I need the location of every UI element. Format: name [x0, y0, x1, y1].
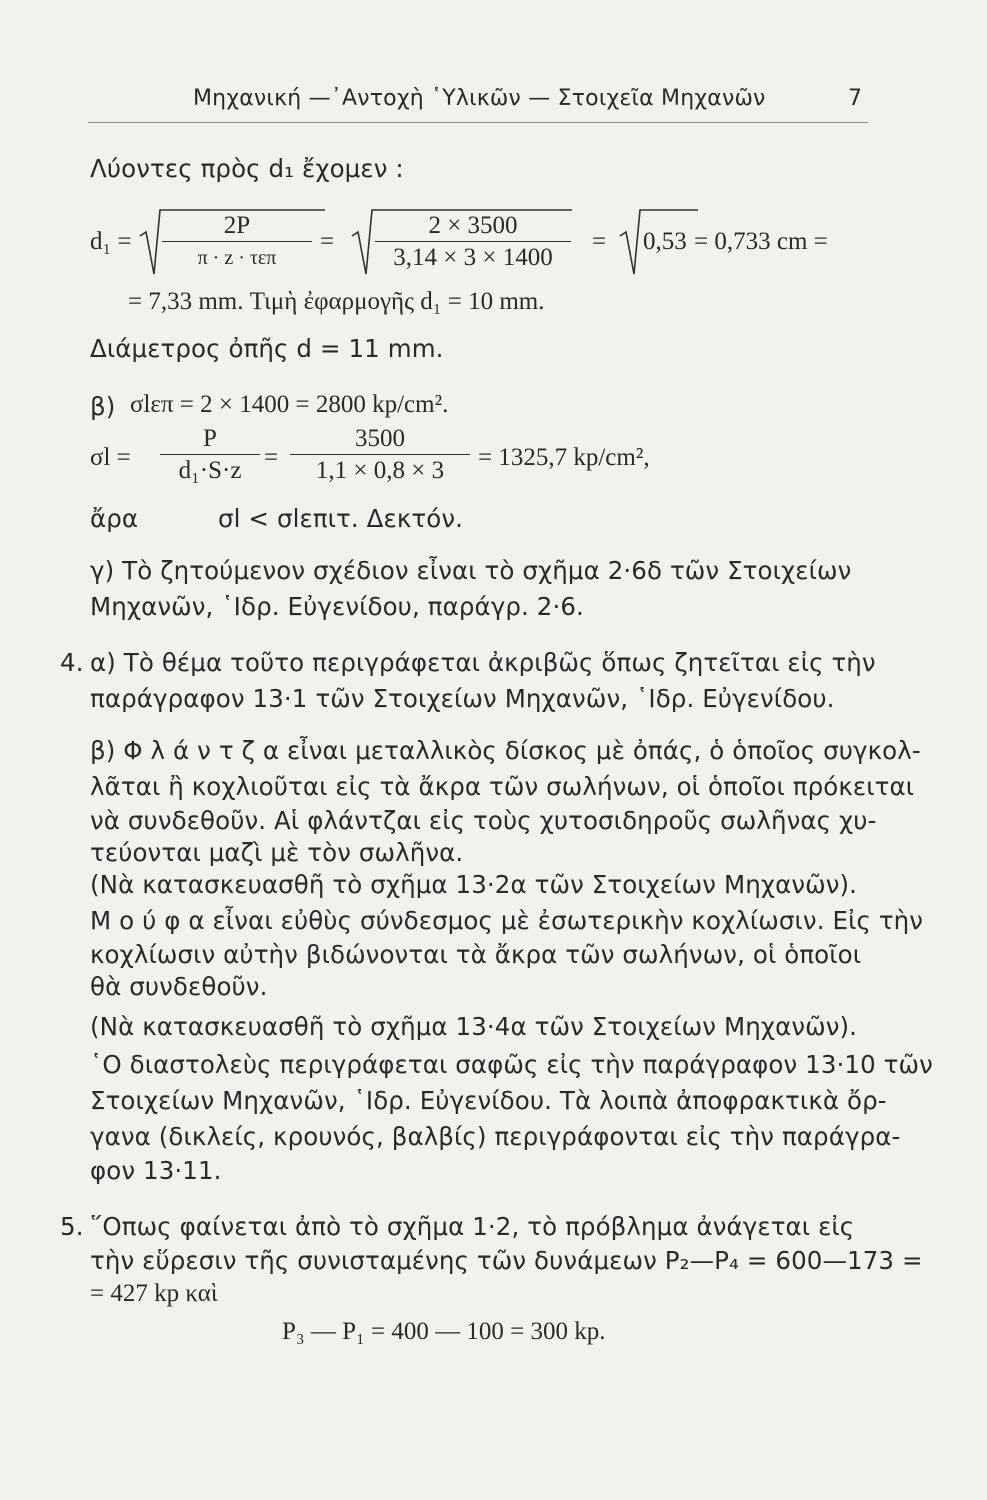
beta-label: β)	[90, 392, 116, 421]
sqrt-value: 0,53	[643, 228, 687, 255]
fraction-numerator: 3500	[355, 425, 405, 452]
equals-sign: =	[592, 228, 607, 255]
stress-result: = 1325,7 kp/cm²,	[478, 444, 650, 471]
expansion-line-3: γανα (δικλείς, κρουνός, βαλβίς) περιγράφονται εἰς τὴν παράγρα-	[90, 1122, 901, 1151]
fraction-numerator: 2P	[223, 212, 251, 239]
fraction-numeric	[375, 212, 571, 272]
item-4-alpha-line-1: α) Τὸ θέμα τοῦτο περιγράφεται ἀκριβῶς ὅπως ζητεῖται εἰς τὴν	[90, 648, 876, 677]
header-rule	[88, 122, 868, 123]
flange-line-1: β) Φ λ ά ν τ ζ α εἶναι μεταλλικὸς δίσκος μὲ ὀπάς, ὁ ὁποῖος συγκολ-	[90, 736, 921, 765]
d1-result-cm: = 0,733 cm =	[694, 228, 828, 255]
flange-line-2: λᾶται ἢ κοχλιοῦται εἰς τὰ ἄκρα τῶν σωλήνων, οἱ ὁποῖοι πρόκειται	[90, 772, 915, 801]
gamma-line-1: γ) Τὸ ζητούμενον σχέδιον εἶναι τὸ σχῆμα 2·6δ τῶν Στοιχείων	[90, 556, 852, 585]
fraction-bar	[375, 241, 571, 242]
item-5-line-2: τὴν εὕρεσιν τῆς συνισταμένης τῶν δυνάμεων P₂—P₄ = 600—173 =	[90, 1246, 923, 1275]
gamma-line-2: Μηχανῶν, ῾Ιδρ. Εὐγενίδου, παράγρ. 2·6.	[90, 592, 584, 621]
fraction-denominator: 1,1 × 0,8 × 3	[315, 457, 445, 485]
item-4-alpha-line-2: παράγραφον 13·1 τῶν Στοιχείων Μηχανῶν, ῾Ιδρ. Εὐγενίδου.	[90, 684, 835, 713]
fraction-stress-symbolic	[160, 425, 260, 485]
solving-intro: Λύοντες πρὸς d₁ ἔχομεν :	[90, 154, 404, 183]
expansion-line-1: ῾Ο διαστολεὺς περιγράφεται σαφῶς εἰς τὴν παράγραφον 13·10 τῶν	[90, 1050, 933, 1079]
flange-line-4: τεύονται μαζὶ μὲ τὸν σωλῆνα.	[90, 838, 464, 867]
page-number: 7	[848, 86, 863, 111]
fraction-2P	[162, 212, 312, 272]
moufa-line-3: θὰ συνδεθοῦν.	[90, 972, 268, 1001]
expansion-line-2: Στοιχείων Μηχανῶν, ῾Ιδρ. Εὐγενίδου. Τὰ λοιπὰ ἀποφρακτικὰ ὄρ-	[90, 1086, 887, 1115]
equals-sign: =	[320, 228, 335, 255]
stress-conclusion: σl < σlεπιτ. Δεκτόν.	[218, 504, 464, 533]
moufa-figure-note: (Νὰ κατασκευασθῆ τὸ σχῆμα 13·4α τῶν Στοιχείων Μηχανῶν).	[90, 1012, 858, 1041]
fraction-numerator: 2 × 3500	[428, 212, 518, 239]
fraction-bar	[290, 454, 470, 455]
ara-word: ἄρα	[90, 504, 139, 533]
d1-result-mm: = 7,33 mm. Τιμὴ ἐφαρμογῆς d₁ = 10 mm.	[128, 288, 545, 315]
running-header-title: Μηχανική —᾽Αντοχὴ ῾Υλικῶν — Στοιχεῖα Μηχανῶν	[193, 86, 766, 111]
allowable-stress: σlεπ = 2 × 1400 = 2800 kp/cm².	[130, 391, 449, 418]
item-5-line-1: ῞Οπως φαίνεται ἀπὸ τὸ σχῆμα 1·2, τὸ πρόβλημα ἀνάγεται εἰς	[90, 1212, 855, 1241]
moufa-line-2: κοχλίωσιν αὐτὴν βιδώνονται τὰ ἄκρα τῶν σωλήνων, οἱ ὁποῖοι	[90, 940, 862, 969]
moufa-line-1: Μ ο ύ φ α εἶναι εὐθὺς σύνδεσμος μὲ ἐσωτερικὴν κοχλίωσιν. Εἰς τὴν	[90, 906, 924, 935]
fraction-stress-numeric	[290, 425, 470, 485]
flange-figure-note: (Νὰ κατασκευασθῆ τὸ σχῆμα 13·2α τῶν Στοιχείων Μηχανῶν).	[90, 870, 858, 899]
stress-lhs: σl =	[90, 444, 131, 471]
item-4-number: 4.	[60, 648, 84, 677]
expansion-line-4: φον 13·11.	[90, 1156, 222, 1185]
fraction-numerator: P	[203, 425, 217, 452]
equals-sign: =	[264, 444, 279, 471]
fraction-bar	[160, 454, 260, 455]
item-5-number: 5.	[60, 1212, 84, 1241]
resultant-equation: P₃ — P₁ = 400 — 100 = 300 kp.	[282, 1318, 606, 1345]
fraction-bar	[162, 241, 312, 242]
hole-diameter: Διάμετρος ὀπῆς d = 11 mm.	[90, 334, 444, 363]
fraction-denominator: 3,14 × 3 × 1400	[393, 244, 553, 272]
d1-lhs: d₁ =	[90, 228, 132, 255]
fraction-denominator: π · z · τεπ	[197, 247, 277, 270]
flange-line-3: νὰ συνδεθοῦν. Αἱ φλάντζαι εἰς τοὺς χυτοσιδηροῦς σωλῆνας χυ-	[90, 806, 877, 835]
fraction-denominator: d₁·S·z	[178, 457, 242, 485]
item-5-line-3: = 427 kp καὶ	[90, 1280, 218, 1307]
